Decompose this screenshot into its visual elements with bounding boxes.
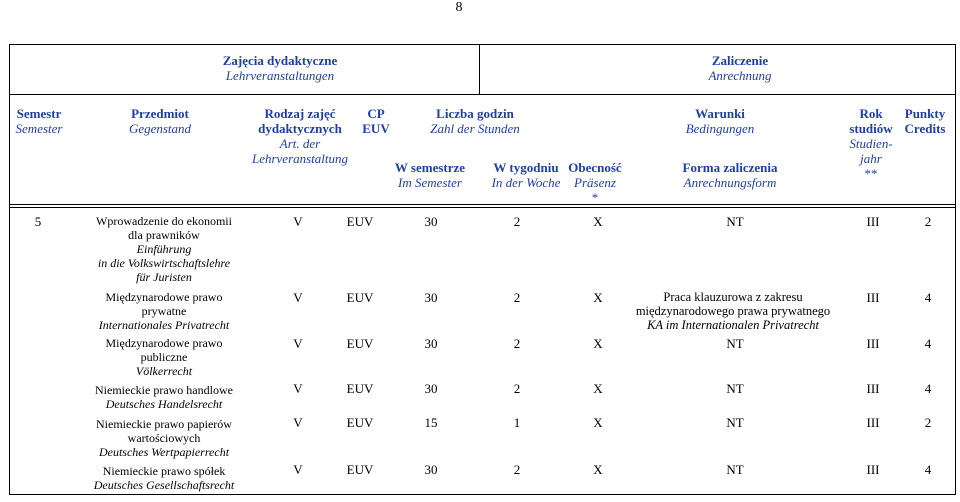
hours-week-row-1: 2 (513, 214, 521, 229)
header-zaliczenie: Zaliczenie Anrechnung (708, 53, 772, 83)
cp-row-1: EUV (346, 214, 374, 229)
presence-row-2: X (593, 290, 603, 305)
header-divider-line (9, 94, 956, 95)
subject-row-4: Niemieckie prawo handlowe Deutsches Handelsrecht (95, 383, 233, 411)
hours-week-row-2: 2 (513, 290, 521, 305)
year-row-4: III (866, 381, 880, 396)
hours-sem-row-3: 30 (424, 336, 438, 351)
credits-row-2: 4 (924, 290, 932, 305)
col-obecnosc: Obecność Präsenz * (568, 160, 622, 205)
col-warunki: Warunki Bedingungen (685, 106, 755, 136)
type-row-5: V (293, 415, 303, 430)
col-liczba-godzin: Liczba godzin Zahl der Stunden (430, 106, 520, 136)
subject-row-3: Międzynarodowe prawo publiczne Völkerrecht (105, 336, 223, 378)
subject-row-5: Niemieckie prawo papierów wartościowych Deutsches Wertpapierrecht (96, 417, 232, 459)
cp-row-5: EUV (346, 415, 374, 430)
subject-row-6: Niemieckie prawo spółek Deutsches Gesellschaftsrecht (93, 464, 235, 492)
year-row-6: III (866, 462, 880, 477)
cp-row-2: EUV (346, 290, 374, 305)
hours-week-row-5: 1 (513, 415, 521, 430)
col-w-semestrze: W semestrze Im Semester (394, 160, 466, 190)
type-row-2: V (293, 290, 303, 305)
form-row-3: NT (726, 336, 744, 351)
hours-sem-row-1: 30 (424, 214, 438, 229)
col-w-tygodniu: W tygodniu In der Woche (491, 160, 561, 190)
presence-row-6: X (593, 462, 603, 477)
col-cp: CP EUV (362, 106, 390, 136)
year-row-2: III (866, 290, 880, 305)
cp-row-3: EUV (346, 336, 374, 351)
col-forma-zaliczenia: Forma zaliczenia Anrechnungsform (682, 160, 778, 190)
year-row-3: III (866, 336, 880, 351)
year-row-5: III (866, 415, 880, 430)
subject-row-1: Wprowadzenie do ekonomii dla prawników Einführung in die Volkswirtschaftslehre für Juristen (96, 214, 232, 284)
credits-row-4: 4 (924, 381, 932, 396)
header-vertical-divider (479, 44, 480, 94)
header-zajecia: Zajęcia dydaktyczne Lehrveranstaltungen (222, 53, 338, 83)
col-rok-studiow: Rok studiów Studien- jahr ** (849, 106, 893, 181)
header-bottom-line (9, 204, 956, 205)
subject-row-2: Międzynarodowe prawo prywatne Internationales Privatrecht (98, 290, 230, 332)
cp-row-4: EUV (346, 381, 374, 396)
credits-row-3: 4 (924, 336, 932, 351)
col-przedmiot: Przedmiot Gegenstand (128, 106, 192, 136)
hours-sem-row-4: 30 (424, 381, 438, 396)
form-row-4: NT (726, 381, 744, 396)
form-row-5: NT (726, 415, 744, 430)
hours-sem-row-2: 30 (424, 290, 438, 305)
form-row-6: NT (726, 462, 744, 477)
presence-row-5: X (593, 415, 603, 430)
presence-row-1: X (593, 214, 603, 229)
type-row-3: V (293, 336, 303, 351)
header-bottom-line-2 (9, 207, 956, 208)
col-punkty: Punkty Credits (904, 106, 946, 136)
page-number: 8 (455, 0, 463, 15)
hours-week-row-4: 2 (513, 381, 521, 396)
year-row-1: III (866, 214, 880, 229)
hours-week-row-3: 2 (513, 336, 521, 351)
credits-row-6: 4 (924, 462, 932, 477)
credits-row-1: 2 (924, 214, 932, 229)
form-row-1: NT (726, 214, 744, 229)
col-semestr: Semestr Semester (15, 106, 63, 136)
col-rodzaj: Rodzaj zajęć dydaktycznych Art. der Lehrveranstaltung (251, 106, 349, 166)
credits-row-5: 2 (924, 415, 932, 430)
type-row-1: V (293, 214, 303, 229)
type-row-4: V (293, 381, 303, 396)
hours-sem-row-5: 15 (424, 415, 438, 430)
form-row-2: Praca klauzurowa z zakresu międzynarodowego prawa prywatnego KA im Internationalen Privatrecht (635, 290, 831, 332)
type-row-6: V (293, 462, 303, 477)
hours-sem-row-6: 30 (424, 462, 438, 477)
hours-week-row-6: 2 (513, 462, 521, 477)
presence-row-3: X (593, 336, 603, 351)
semester-value: 5 (34, 214, 42, 229)
cp-row-6: EUV (346, 462, 374, 477)
presence-row-4: X (593, 381, 603, 396)
